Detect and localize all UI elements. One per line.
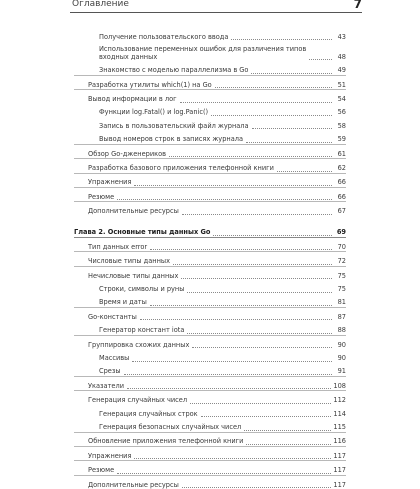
dot-leader xyxy=(132,360,332,362)
dot-leader xyxy=(201,415,332,417)
running-header-title: Оглавление xyxy=(72,0,129,9)
dot-leader xyxy=(309,58,332,60)
toc-entry[interactable] xyxy=(74,461,346,475)
toc-entry[interactable] xyxy=(74,188,346,202)
toc-entry-page: 112 xyxy=(333,396,346,405)
toc-section-chapter-1 xyxy=(74,28,346,216)
dot-leader xyxy=(169,155,332,157)
toc-entry[interactable] xyxy=(74,391,346,404)
toc-entry-label: Генерация безопасных случайных чисел xyxy=(99,422,242,431)
toc-entry-label: Использование переменных ошибок для различения типов входных данных xyxy=(99,45,307,61)
dot-leader xyxy=(246,141,332,143)
toc-entry[interactable] xyxy=(74,280,346,293)
toc-entry-page: 117 xyxy=(333,480,346,489)
toc-entry-label: Генерация случайных строк xyxy=(99,409,198,418)
toc-entry-page: 116 xyxy=(333,437,346,446)
dot-leader xyxy=(134,457,331,459)
toc-entry-label: Получение пользовательского ввода xyxy=(99,32,229,41)
toc-entry-page: 72 xyxy=(337,257,346,266)
toc-entry-page: 90 xyxy=(337,340,346,349)
toc-entry[interactable] xyxy=(74,294,346,308)
dot-leader xyxy=(187,291,332,293)
dot-leader xyxy=(190,402,331,404)
toc-entry[interactable] xyxy=(74,238,346,252)
toc-entry[interactable] xyxy=(74,130,346,144)
toc-entry-label: Дополнительные ресурсы xyxy=(88,207,179,216)
toc-entry-label: Вывод номеров строк в записях журнала xyxy=(99,135,243,144)
toc-entry[interactable] xyxy=(74,476,346,489)
dot-leader xyxy=(251,72,332,74)
toc-entry-page: 59 xyxy=(337,135,346,144)
toc-entry[interactable] xyxy=(74,202,346,215)
toc-entry-label: Знакомство с моделью параллелизма в Go xyxy=(99,66,249,75)
toc-entry-page: 117 xyxy=(333,451,346,460)
toc-entry-label: Упражнения xyxy=(88,178,132,187)
toc-entry-label: Упражнения xyxy=(88,451,132,460)
page-number: 7 xyxy=(353,0,362,11)
toc-entry[interactable] xyxy=(74,76,346,90)
toc-entry-label: Глава 2. Основные типы данных Go xyxy=(74,228,211,237)
toc-entry-label: Разработка базового приложения телефонной книги xyxy=(88,163,274,172)
toc-entry-label: Обзор Go-дженериков xyxy=(88,149,167,158)
toc-entry-page: 75 xyxy=(337,271,346,280)
toc-entry[interactable] xyxy=(74,418,346,432)
toc-entry[interactable] xyxy=(74,308,346,321)
dot-leader xyxy=(231,38,332,40)
dot-leader xyxy=(215,86,332,88)
toc-entry[interactable] xyxy=(74,28,346,41)
toc-entry-page: 87 xyxy=(337,312,346,321)
toc-entry-label: Нечисловые типы данных xyxy=(88,271,179,280)
toc-chapter-heading[interactable] xyxy=(74,224,346,238)
toc-entry[interactable] xyxy=(74,377,346,391)
dot-leader xyxy=(252,127,332,129)
toc-entry[interactable] xyxy=(74,336,346,349)
toc-entry-page: 58 xyxy=(337,121,346,130)
toc-entry-label: Указатели xyxy=(88,381,124,390)
toc-entry-page: 66 xyxy=(337,192,346,201)
toc-entry-label: Срезы xyxy=(99,367,121,376)
toc-entry[interactable] xyxy=(74,104,346,117)
toc-entry-page: 67 xyxy=(337,207,346,216)
toc-entry-label: Функции log.Fatal() и log.Panic() xyxy=(99,108,209,117)
dot-leader xyxy=(182,486,332,488)
toc-entry[interactable] xyxy=(74,349,346,362)
toc-entry-page: 49 xyxy=(337,66,346,75)
toc-entry[interactable] xyxy=(74,90,346,103)
toc-entry-page: 117 xyxy=(333,466,346,475)
toc-entry-page: 69 xyxy=(336,228,346,237)
dot-leader xyxy=(192,346,332,348)
toc-entry[interactable] xyxy=(74,405,346,418)
dot-leader xyxy=(124,373,332,375)
dot-leader xyxy=(173,263,332,265)
toc-entry-page: 115 xyxy=(333,422,346,431)
toc-entry-label: Генератор констант iota xyxy=(99,326,185,335)
dot-leader xyxy=(150,304,332,306)
toc-entry-label: Резюме xyxy=(88,466,115,475)
toc-entry-page: 108 xyxy=(333,381,346,390)
dot-leader xyxy=(117,198,332,200)
toc-entry[interactable] xyxy=(74,267,346,280)
toc-entry-label: Числовые типы данных xyxy=(88,257,170,266)
toc-entry-label: Резюме xyxy=(88,192,115,201)
toc-entry[interactable] xyxy=(74,159,346,173)
toc-entry-page: 48 xyxy=(337,52,346,61)
toc-entry-label: Время и даты xyxy=(99,298,147,307)
toc-entry-label: Обновление приложения телефонной книги xyxy=(88,437,244,446)
toc-entry-page: 51 xyxy=(337,80,346,89)
toc-entry-page: 61 xyxy=(337,149,346,158)
toc-entry-label: Генерация случайных чисел xyxy=(88,396,188,405)
section-gap xyxy=(74,216,346,224)
toc-entry-label: Тип данных error xyxy=(88,242,148,251)
dot-leader xyxy=(277,170,332,172)
toc-entry-page: 114 xyxy=(333,409,346,418)
toc-entry-label: Массивы xyxy=(99,354,130,362)
dot-leader xyxy=(244,429,331,431)
toc-entry[interactable] xyxy=(74,433,346,447)
dot-leader xyxy=(213,234,332,236)
dot-leader xyxy=(117,472,331,474)
toc-entry-page: 70 xyxy=(337,242,346,251)
dot-leader xyxy=(127,387,331,389)
toc-entry-page: 43 xyxy=(337,32,346,41)
dot-leader xyxy=(180,101,332,103)
dot-leader xyxy=(150,248,332,250)
toc-entry[interactable] xyxy=(74,117,346,130)
toc-entry-page: 54 xyxy=(337,94,346,103)
toc-entry[interactable] xyxy=(74,363,346,377)
toc-entry-page: 75 xyxy=(337,285,346,294)
toc-entry-label: Строки, символы и руны xyxy=(99,285,185,294)
toc-entry-label: Дополнительные ресурсы xyxy=(88,480,179,489)
toc-entry-page: 91 xyxy=(337,367,346,376)
toc-entry-page: 88 xyxy=(337,326,346,335)
toc-entry[interactable] xyxy=(74,252,346,266)
dot-leader xyxy=(182,213,332,215)
running-header xyxy=(70,0,362,13)
toc-entry-label: Вывод информации в лог xyxy=(88,94,177,103)
dot-leader xyxy=(140,318,332,320)
toc-entry-label: Go-константы xyxy=(88,312,137,321)
toc-entry-label: Разработка утилиты which(1) на Go xyxy=(88,80,212,89)
toc-section-chapter-2 xyxy=(74,238,346,489)
dot-leader xyxy=(181,277,332,279)
dot-leader xyxy=(246,443,331,445)
toc-entry[interactable] xyxy=(74,447,346,461)
toc-entry-page: 62 xyxy=(337,163,346,172)
toc-entry[interactable] xyxy=(74,145,346,159)
toc-entry[interactable] xyxy=(74,61,346,75)
dot-leader xyxy=(211,114,332,116)
toc-entry-label: Запись в пользовательский файл журнала xyxy=(99,121,249,130)
toc-entry[interactable] xyxy=(74,41,346,61)
toc-entry[interactable] xyxy=(74,321,346,335)
dot-leader xyxy=(134,184,332,186)
dot-leader xyxy=(187,332,332,334)
toc-entry-label: Группировка схожих данных xyxy=(88,340,190,349)
toc-entry-page: 81 xyxy=(337,298,346,307)
toc-entry-page: 66 xyxy=(337,178,346,187)
toc-entry[interactable] xyxy=(74,174,346,188)
toc-entry-page: 90 xyxy=(337,354,346,362)
toc-entry-page: 56 xyxy=(337,108,346,117)
